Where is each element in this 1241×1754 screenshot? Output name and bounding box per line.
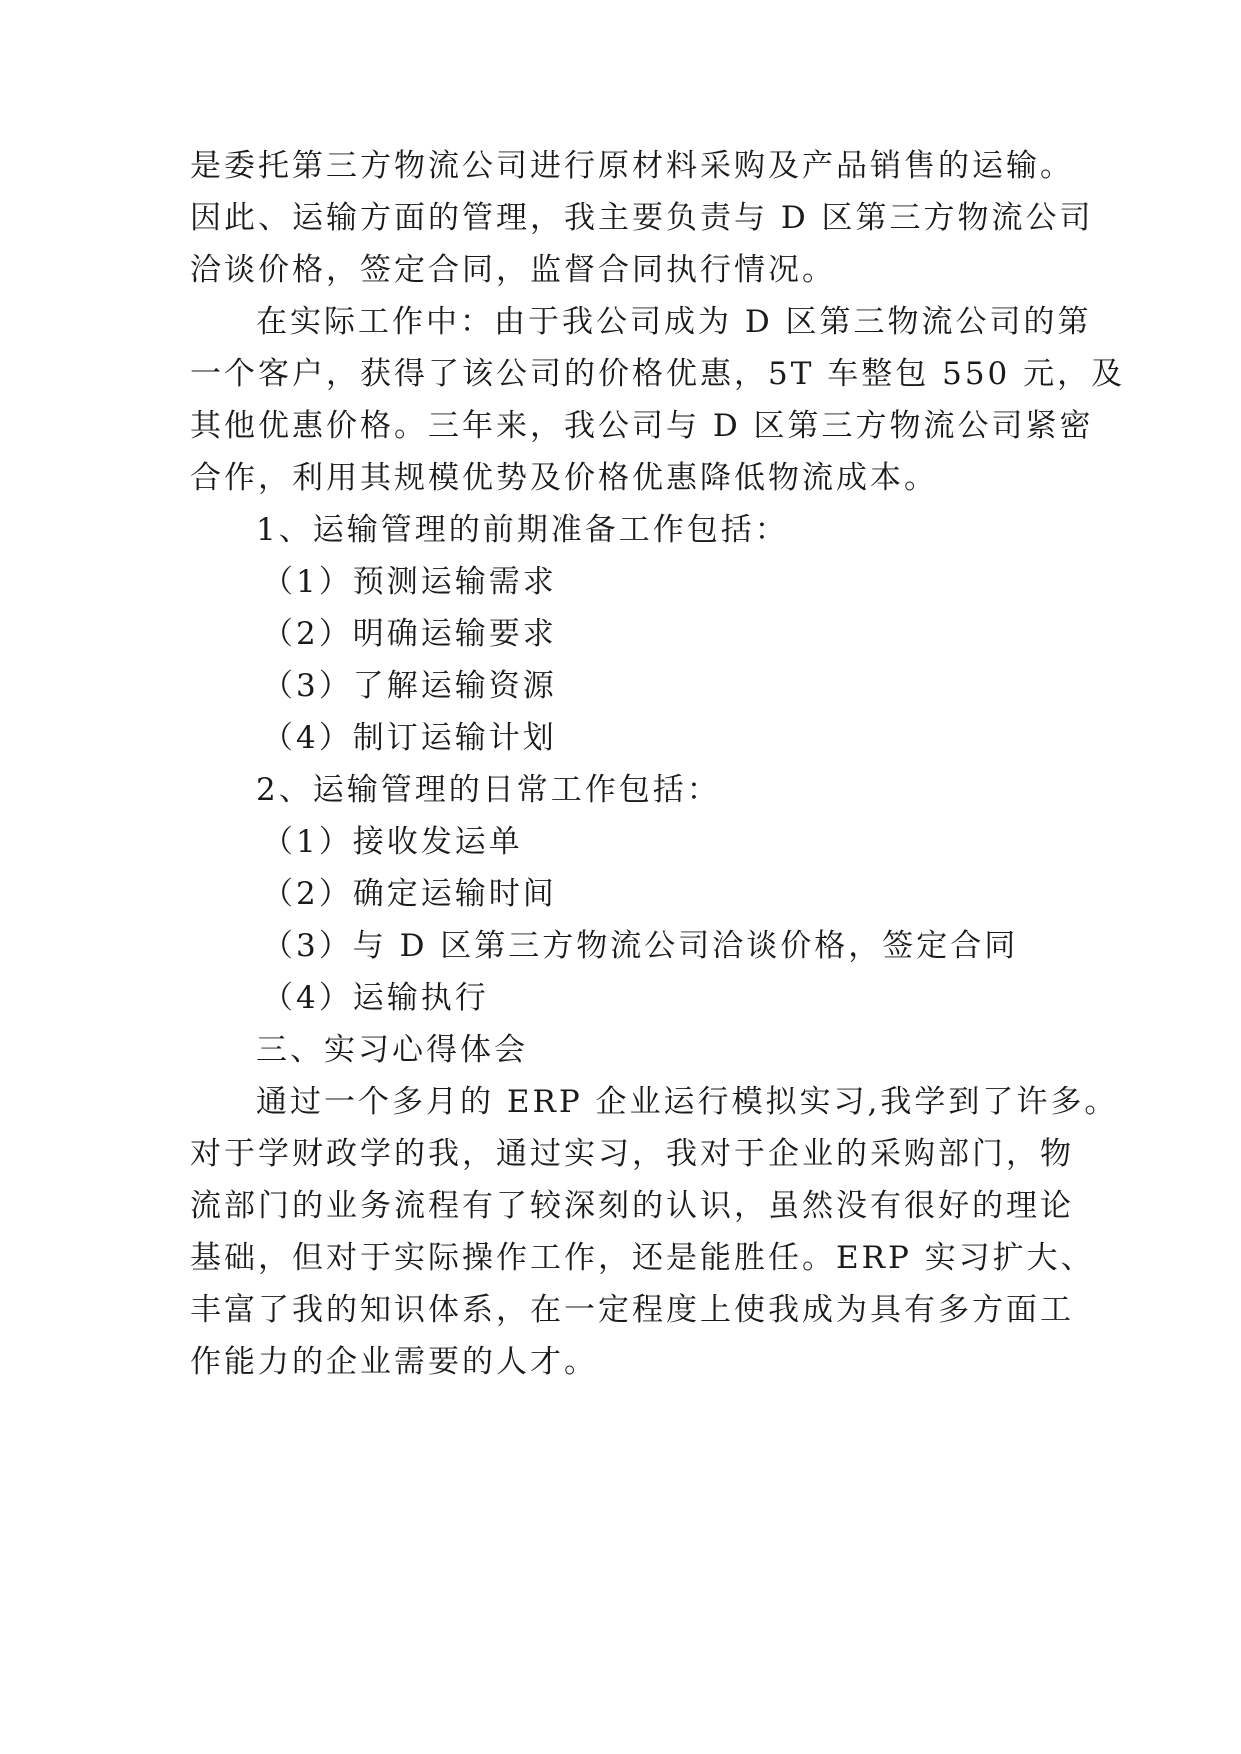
list-item: （2）明确运输要求 <box>262 616 557 652</box>
paragraph-line: 对于学财政学的我，通过实习，我对于企业的采购部门，物 <box>190 1136 1074 1172</box>
section-heading: 1、运输管理的前期准备工作包括： <box>256 512 789 548</box>
paragraph-line: 在实际工作中：由于我公司成为 D 区第三物流公司的第 <box>256 304 1092 340</box>
list-item: （1）接收发运单 <box>262 824 523 860</box>
list-item: （4）运输执行 <box>262 980 489 1016</box>
paragraph-line: 是委托第三方物流公司进行原材料采购及产品销售的运输。 <box>190 148 1074 184</box>
paragraph-line: 基础，但对于实际操作工作，还是能胜任。ERP 实习扩大、 <box>190 1240 1095 1276</box>
list-item: （3）与 D 区第三方物流公司洽谈价格，签定合同 <box>262 928 1019 964</box>
paragraph-line: 通过一个多月的 ERP 企业运行模拟实习,我学到了许多。 <box>256 1084 1119 1120</box>
list-item: （4）制订运输计划 <box>262 720 557 756</box>
paragraph-line: 其他优惠价格。三年来，我公司与 D 区第三方物流公司紧密 <box>190 408 1094 444</box>
paragraph-line: 洽谈价格，签定合同，监督合同执行情况。 <box>190 252 836 288</box>
paragraph-line: 一个客户，获得了该公司的价格优惠，5T 车整包 550 元，及 <box>190 356 1126 392</box>
list-item: （1）预测运输需求 <box>262 564 557 600</box>
paragraph-line: 流部门的业务流程有了较深刻的认识，虽然没有很好的理论 <box>190 1188 1074 1224</box>
paragraph-line: 丰富了我的知识体系，在一定程度上使我成为具有多方面工 <box>190 1292 1074 1328</box>
section-heading: 三、实习心得体会 <box>256 1032 528 1068</box>
list-item: （3）了解运输资源 <box>262 668 557 704</box>
section-heading: 2、运输管理的日常工作包括： <box>256 772 721 808</box>
paragraph-line: 合作，利用其规模优势及价格优惠降低物流成本。 <box>190 460 938 496</box>
paragraph-line: 因此、运输方面的管理，我主要负责与 D 区第三方物流公司 <box>190 200 1094 236</box>
paragraph-line: 作能力的企业需要的人才。 <box>190 1344 598 1380</box>
list-item: （2）确定运输时间 <box>262 876 557 912</box>
